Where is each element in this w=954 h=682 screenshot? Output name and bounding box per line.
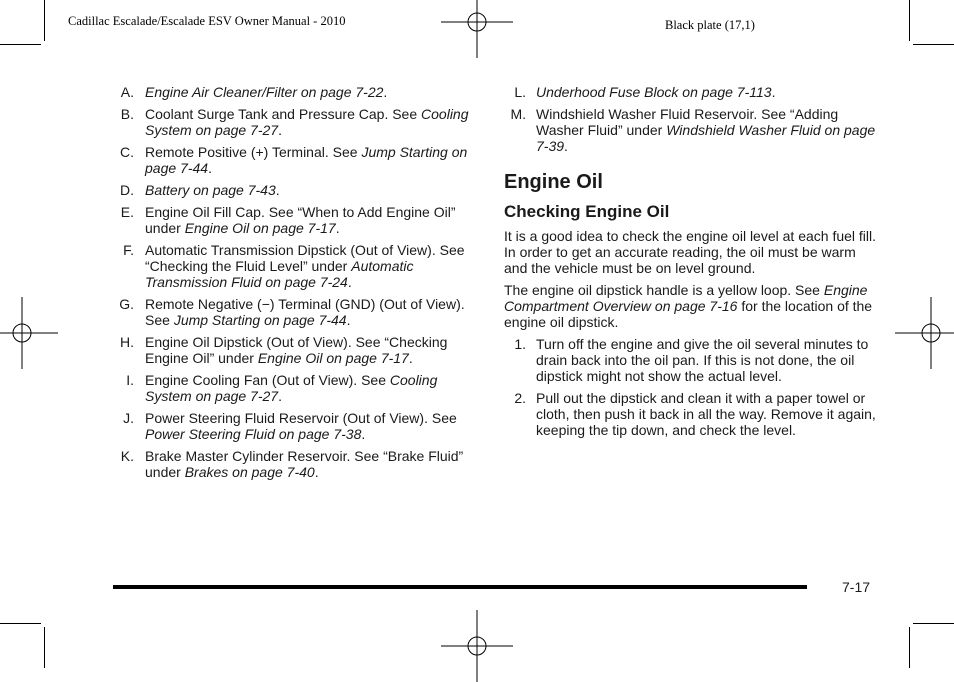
page-reference-link[interactable]: Cooling System on page 7‑27: [145, 106, 469, 138]
list-item: [120, 204, 482, 236]
steps-list: [504, 336, 876, 438]
page-reference-link[interactable]: Brakes on page 7‑40: [184, 464, 315, 480]
item-text: Power Steering Fluid Reservoir (Out of View). See: [145, 410, 457, 426]
item-text: .: [275, 182, 280, 198]
page-reference-link[interactable]: Battery on page 7‑43: [145, 182, 276, 198]
crop-mark: [909, 0, 910, 41]
registration-mark-icon: [0, 297, 58, 369]
item-label: B.: [120, 106, 134, 122]
item-text: .: [314, 464, 319, 480]
item-text: .: [383, 84, 388, 100]
item-label: I.: [126, 372, 134, 388]
step-text: Turn off the engine and give the oil several minutes to drain back into the oil pan. If this is not done, the oil dipstick might not show the actual level.: [536, 336, 869, 384]
item-text: Windshield Washer Fluid Reservoir. See “Adding Washer Fluid” under: [536, 106, 839, 138]
list-item: [120, 296, 482, 328]
item-text: .: [361, 426, 366, 442]
item-text: .: [564, 138, 568, 154]
list-item: [120, 334, 482, 366]
item-label: M.: [510, 106, 526, 122]
crop-mark: [0, 44, 41, 45]
step-item: [504, 390, 876, 438]
list-item: [120, 144, 482, 176]
item-label: J.: [123, 410, 134, 426]
list-item: [504, 84, 876, 100]
crop-mark: [44, 0, 45, 41]
paragraph-text: for the location of the engine oil dipstick.: [504, 298, 873, 330]
item-label: K.: [120, 448, 134, 464]
dipstick-paragraph: [504, 282, 876, 330]
plate-label: Black plate (17,1): [665, 18, 755, 32]
item-text: .: [347, 274, 352, 290]
component-list-continued: [504, 84, 876, 154]
crop-mark: [909, 627, 910, 668]
step-text: Pull out the dipstick and clean it with a paper towel or cloth, then push it back in all the way. Remove it again, keeping the tip down, and check the level.: [536, 390, 876, 438]
component-list: [120, 84, 482, 480]
footer-rule: [113, 585, 807, 589]
page-reference-link[interactable]: Automatic Transmission Fluid on page 7‑24: [145, 258, 414, 290]
item-label: F.: [123, 242, 134, 258]
page-reference-link[interactable]: Engine Oil on page 7‑17: [257, 350, 409, 366]
intro-paragraph: It is a good idea to check the engine oil level at each fuel fill. In order to get an accurate reading, the oil must be warm and the vehicle must be on level ground.: [504, 228, 877, 276]
item-text: Remote Negative (−) Terminal (GND) (Out of View). See: [145, 296, 465, 328]
page-reference-link[interactable]: Underhood Fuse Block on page 7‑113: [536, 84, 772, 100]
item-label: D.: [120, 182, 134, 198]
item-label: E.: [120, 204, 134, 220]
item-label: G.: [119, 296, 134, 312]
page-reference-link[interactable]: Windshield Washer Fluid on page 7‑39: [536, 122, 876, 154]
crop-mark: [913, 623, 954, 624]
item-text: Remote Positive (+) Terminal. See: [145, 144, 362, 160]
item-text: .: [208, 160, 212, 176]
page-reference-link[interactable]: Engine Compartment Overview on page 7‑16: [504, 282, 868, 314]
item-text: Automatic Transmission Dipstick (Out of View). See “Checking the Fluid Level” under: [145, 242, 465, 274]
registration-mark-icon: [441, 0, 513, 58]
step-number: 2.: [514, 390, 526, 406]
item-text: .: [346, 312, 351, 328]
page-reference-link[interactable]: Jump Starting on page 7‑44: [173, 312, 347, 328]
item-text: .: [408, 350, 413, 366]
item-text: Brake Master Cylinder Reservoir. See “Brake Fluid” under: [145, 448, 464, 480]
item-text: Engine Oil Fill Cap. See “When to Add Engine Oil” under: [145, 204, 456, 236]
page-reference-link[interactable]: Power Steering Fluid on page 7‑38: [145, 426, 362, 442]
item-label: L.: [514, 84, 526, 100]
manual-title: Cadillac Escalade/Escalade ESV Owner Manual - 2010: [68, 14, 346, 28]
list-item: [504, 106, 876, 154]
step-item: [504, 336, 876, 384]
item-text: .: [278, 388, 282, 404]
right-column: [504, 84, 876, 444]
list-item: [120, 410, 482, 442]
item-text: Engine Cooling Fan (Out of View). See: [145, 372, 390, 388]
page-reference-link[interactable]: Engine Oil on page 7‑17: [184, 220, 336, 236]
paragraph-text: The engine oil dipstick handle is a yellow loop. See: [504, 282, 824, 298]
item-label: C.: [120, 144, 134, 160]
item-text: .: [771, 84, 776, 100]
crop-mark: [44, 627, 45, 668]
page-reference-link[interactable]: Engine Air Cleaner/Filter on page 7‑22: [145, 84, 384, 100]
registration-mark-icon: [441, 610, 513, 682]
item-text: Engine Oil Dipstick (Out of View). See “Checking Engine Oil” under: [145, 334, 448, 366]
list-item: [120, 84, 482, 100]
page-number: 7-17: [842, 579, 871, 595]
page-reference-link[interactable]: Jump Starting on page 7‑44: [145, 144, 468, 176]
list-item: [120, 242, 482, 290]
registration-mark-icon: [895, 297, 954, 369]
list-item: [120, 448, 482, 480]
crop-mark: [0, 623, 41, 624]
item-text: Coolant Surge Tank and Pressure Cap. See: [145, 106, 422, 122]
left-column: [120, 84, 482, 486]
section-title: Engine Oil: [504, 171, 603, 193]
subsection-title: Checking Engine Oil: [504, 202, 670, 221]
list-item: [120, 106, 482, 138]
crop-mark: [913, 44, 954, 45]
list-item: [120, 182, 482, 198]
item-label: H.: [120, 334, 134, 350]
item-label: A.: [120, 84, 134, 100]
step-number: 1.: [514, 336, 526, 352]
item-text: .: [278, 122, 282, 138]
page-reference-link[interactable]: Cooling System on page 7‑27: [145, 372, 438, 404]
list-item: [120, 372, 482, 404]
item-text: .: [335, 220, 340, 236]
